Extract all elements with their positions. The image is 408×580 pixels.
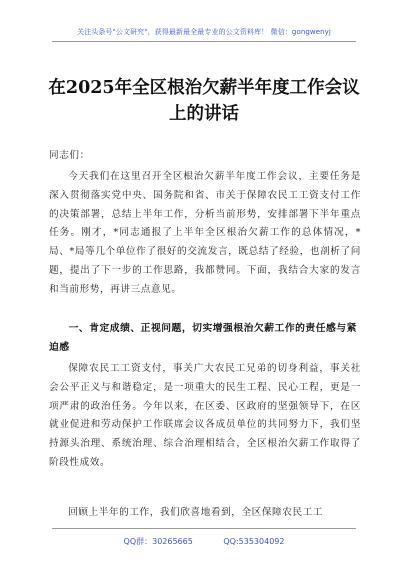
header-divider bbox=[52, 41, 356, 42]
document-title: 在2025年全区根治欠薪半年度工作会议上的讲话 bbox=[48, 78, 360, 124]
section-heading-1: 一、肯定成绩、正视问题，切实增强根治欠薪工作的责任感与紧迫感 bbox=[49, 323, 357, 353]
paragraph-3 bbox=[49, 504, 361, 523]
paragraph-1-text: 今天我们在这里召开全区根治欠薪半年度工作会议，主要任务是深入贯彻落实党中央、国务院和省、市关于保障农民工工资支付工作的决策部署，总结上半年工作，分析当前形势，安排部署下半年重点任务。刚才，*同志通报了上半年全区根治欠薪工作的总体情况，*局、*局等几个单位作了很好的交流发言，既总结了经验，也剖析了问题，提出了下一步的工作思路，我都赞同。下面，我结合大家的发言和当前形势，再讲三点意见。 bbox=[49, 171, 361, 295]
footer-qq: QQ:535304092 bbox=[223, 537, 285, 546]
paragraph-2-text: 保障农民工工资支付，事关广大农民工兄弟的切身利益，事关社会公平正义与和谐稳定，是一项重大的民生工程、民心工程，更是一项严肃的政治任务。今年以来，在区委、区政府的坚强领导下，在区就业促进和劳动保护工作联席会议各成员单位的共同努力下，我们坚持源头治理、系统治理、综合治理相结合，全区根治欠薪工作取得了阶段性成效。 bbox=[49, 363, 361, 468]
paragraph-3-text: 回顾上半年的工作，我们欣喜地看到，全区保障农民工工 bbox=[68, 507, 324, 518]
paragraph-2 bbox=[49, 360, 361, 473]
paragraph-1 bbox=[49, 168, 361, 300]
header-note: 关注头条号"公文研究"，获得最新最全最专业的公文资料库！ 微信：gongwenyj bbox=[77, 28, 331, 36]
salutation: 同志们： bbox=[49, 150, 90, 161]
footer-qq-group: QQ群：30265665 bbox=[123, 537, 193, 546]
footer-divider bbox=[52, 528, 356, 529]
footer-contact bbox=[0, 536, 408, 547]
